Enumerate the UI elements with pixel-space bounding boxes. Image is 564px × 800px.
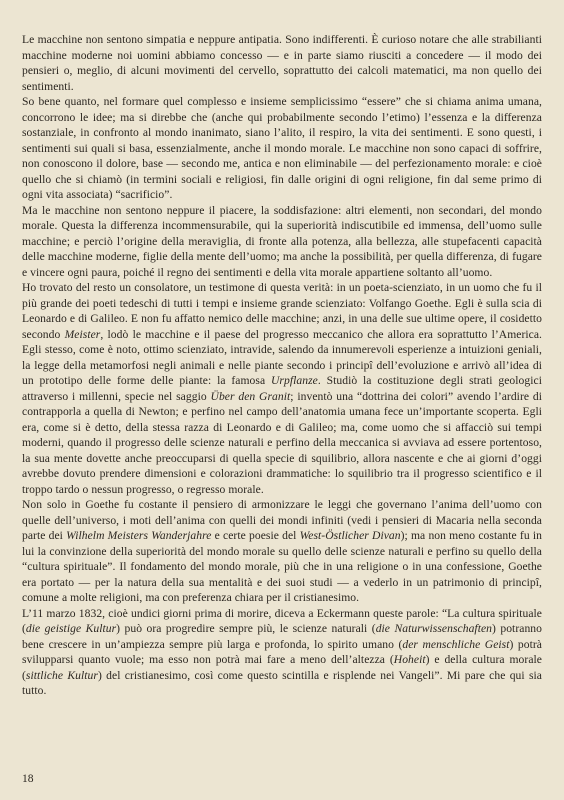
paragraph <box>22 32 542 94</box>
text-run: ) può ora progredire sempre più, le scienze naturali ( <box>116 622 376 635</box>
paragraph <box>22 497 542 606</box>
paragraph <box>22 606 542 699</box>
text-run: ) e della cultura morale ( <box>22 653 542 682</box>
text-run: L’11 marzo 1832, cioè undici giorni prima di morire, diceva a Eckermann queste parole: “La cultura spirituale ( <box>22 606 542 635</box>
italic-run: Meister <box>64 327 101 341</box>
text-run: ) potrà svilupparsi quanto vuole; ma esso non potrà mai fare a meno dell’altezza ( <box>22 637 542 666</box>
italic-run: Über den Granit <box>210 389 291 403</box>
italic-run: die Naturwissenschaften <box>375 622 493 635</box>
italic-run: West-Östlicher Divan <box>299 529 401 542</box>
italic-run: Urpflanze <box>271 374 318 387</box>
text-run: ) del cristianesimo, così come questo scintilla e risplende nei Vangeli”. Mi pare che qui sia tutto. <box>22 668 542 697</box>
paragraph <box>22 94 542 203</box>
text-run: e certe poesie del <box>211 529 300 542</box>
italic-run: sittliche Kultur <box>25 668 98 682</box>
paragraph <box>22 203 542 281</box>
body-text <box>22 32 542 699</box>
text-run: . Studiò la costituzione degli strati geologici attraverso i millenni, specie nel saggio <box>22 374 542 403</box>
text-run: Ho trovato del resto un consolatore, un testimone di questa verità: in un poeta-scienziato, in un uomo che fu il più grande dei poeti tedeschi di tutti i tempi e insieme grande scienziato: Volfango Goethe. Egli è sulla scia di Leonardo e di Galileo. E non fu affatto nemico delle macchine; anzi, in una delle sue ultime opere, il cosidetto secondo <box>22 281 542 341</box>
text-run: ); ma non meno costante fu in lui la convinzione della superiorità del mondo morale su quello delle scienze naturali e perfino su quello della “cultura spirituale”. Il fondamento del mondo morale, più che in una religione o in una confessione, Goethe era portato — per la natura della sua mentalità e dei suoi studi — a vederlo in un patrimonio di principî, comune a molte religioni, ma con preferenza chiara per il cristianesimo. <box>22 529 542 604</box>
italic-run: die geistige Kultur <box>25 622 117 635</box>
page-number: 18 <box>22 772 34 785</box>
text-run: Le macchine non sentono simpatia e neppure antipatia. Sono indifferenti. È curioso notare che alle strabilianti macchine moderne noi uomini abbiamo concesso — e in parte siamo riusciti a concedere — il modo dei pensieri o, meglio, di alcuni movimenti del cervello, soprattutto dei calcoli matematici, ma non quello dei sentimenti. <box>22 33 542 93</box>
italic-run: Wilhelm Meisters Wanderjahre <box>66 529 212 542</box>
text-run: Ma le macchine non sentono neppure il piacere, la soddisfazione: altri elementi, non secondari, del mondo morale. Questa la differenza incommensurabile, qui la superiorità indiscutibile ed immensa, dell’uomo sulle macchine; e perciò l’origine della meraviglia, di fronte alla potenza, alla bellezza, alle stupefacenti capacità delle macchine moderne, figlie della mente dell’uomo; ma anche la possibilità, per quella differenza, di fugare e vincere ogni paura, poiché il regno dei sentimenti e della vita morale appartiene soltanto all’uomo. <box>22 203 542 279</box>
text-run: So bene quanto, nel formare quel complesso e insieme semplicissimo “essere” che si chiama anima umana, concorrono le idee; ma si direbbe che (anche qui probabilmente secondo l’etimo) l’essenza e la differenza sostanziale, in confronto al mondo inanimato, siano l’alito, il respiro, la vita dei sentimenti. E sono questi, i sentimenti sui quali si basa, essenzialmente, anche il mondo morale. Le macchine non sono capaci di soffrire, non conoscono il dolore, base — secondo me, antica e non eliminabile — del perfezionamento morale: e cioè quello che si chiamò (in termini sociali e religiosi, fin dalle origini di ogni religione, fin dal seme primo di ogni vita associata) “sacrificio”. <box>22 95 542 201</box>
text-run: ) potranno bene crescere in un’ampiezza sempre più larga e profonda, lo spirito umano ( <box>22 622 542 651</box>
paragraph <box>22 280 542 497</box>
text-run: Non solo in Goethe fu costante il pensiero di armonizzare le leggi che governano l’anima dell’uomo con quelle dell’universo, i moti dell’anima con quelli dei mondi infiniti (vedi i pensieri di Macaria nella seconda parte dei <box>22 498 542 542</box>
italic-run: Hoheit <box>393 653 426 666</box>
text-run: ; inventò una “dottrina dei colori” avendo l’ardire di contrapporla a quella di Newton; e perfino nel campo dell’anatomia umana fece un’importante scoperta. Egli era, come si è detto, della stessa razza di Leonardo e di Galileo; ma, come uomo che si affacciò sui tempi moderni, quando il progresso delle scienze naturali e perfino della meccanica si avviava ad essere portentoso, la sua mente dovette anche preoccuparsi di quella specie di squilibrio, allora nascente e che ai giorni d’oggi avrebbe dovuto prendere dimensioni e colorazioni drammatiche: lo squilibrio tra il progresso scientifico e il troppo tardo o nessun progresso, o regresso morale. <box>22 389 542 496</box>
italic-run: der menschliche Geist <box>402 637 510 651</box>
text-run: , lodò le macchine e il paese del progresso meccanico che allora era soprattutto l’America. Egli stesso, come è noto, ottimo scienziato, intravide, salendo da innumerevoli esperienze a intuizioni geniali, la legge della metamorfosi negli animali e nelle piante secondo i principî dell’evoluzione e arrivò all’idea di un prototipo delle forme delle piante: la famosa <box>22 327 542 387</box>
